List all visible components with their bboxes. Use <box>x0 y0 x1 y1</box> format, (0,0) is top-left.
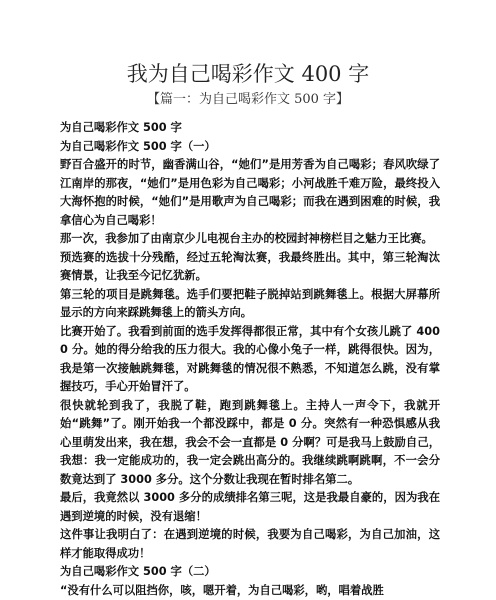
paragraph: 第三轮的项目是跳舞毯。选手们要把鞋子脱掉站到跳舞毯上。根据大屏幕所显示的方向来踩跳舞毯上的箭头方向。 <box>60 286 440 323</box>
paragraph: “没有什么可以阻挡你，咳，嗯开着，为自己喝彩，哟，唱着战胜 <box>60 582 440 600</box>
paragraph: 预选赛的选拔十分残酷，经过五轮淘汰赛，我最终胜出。其中，第三轮淘汰赛情景，让我至今记忆犹新。 <box>60 249 440 286</box>
section-heading-two: 为自己喝彩作文 500 字（二） <box>60 563 440 582</box>
paragraph: 这件事让我明白了：在遇到逆境的时候，我要为自己喝彩，为自己加油，这样才能取得成功！ <box>60 526 440 563</box>
section-subtitle: 【篇一：为自己喝彩作文 500 字】 <box>0 90 496 110</box>
article-body <box>60 119 440 600</box>
page-title: 我为自己喝彩作文 400 字 <box>0 60 496 88</box>
paragraph: 比赛开始了。我看到前面的选手发挥得都很正常，其中有个女孩儿跳了 4000 分。她的得分给我的压力很大。我的心像小兔子一样，跳得很快。因为，我是第一次接触跳舞毯，对跳舞毯的情况很不熟悉，不知道怎么跳，没有掌握技巧，手心开始冒汗了。 <box>60 323 440 397</box>
paragraph: 那一次，我参加了由南京少儿电视台主办的校园封神榜栏目之魅力王比赛。 <box>60 230 440 249</box>
paragraph: 最后，我竟然以 3000 多分的成绩排名第三呢，这是我最自豪的，因为我在遇到逆境的时候，没有退缩！ <box>60 489 440 526</box>
paragraph: 很快就轮到我了，我脱了鞋，跑到跳舞毯上。主持人一声令下，我就开始“跳舞”了。刚开始我一个都没踩中，都是 0 分。突然有一种恐惧感从我心里萌发出来，我在想，我会不会一直都是 0 分啊？可是我马上鼓励自己，我想：我一定能成功的，我一定会跳出高分的。我继续跳啊跳啊，不一会分数竟达到了 3000 多分。这个分数让我现在暂时排名第二。 <box>60 397 440 490</box>
section-heading-one: 为自己喝彩作文 500 字（一） <box>60 138 440 157</box>
paragraph: 野百合盛开的时节，幽香满山谷，“她们”是用芳香为自己喝彩；春风吹绿了江南岸的那夜，“她们”是用色彩为自己喝彩；小河战胜千难万险，最终投入大海怀抱的时候，“她们”是用歌声为自己喝彩；而我在遇到困难的时候，我拿信心为自己喝彩！ <box>60 156 440 230</box>
article-heading: 为自己喝彩作文 500 字 <box>60 119 440 138</box>
